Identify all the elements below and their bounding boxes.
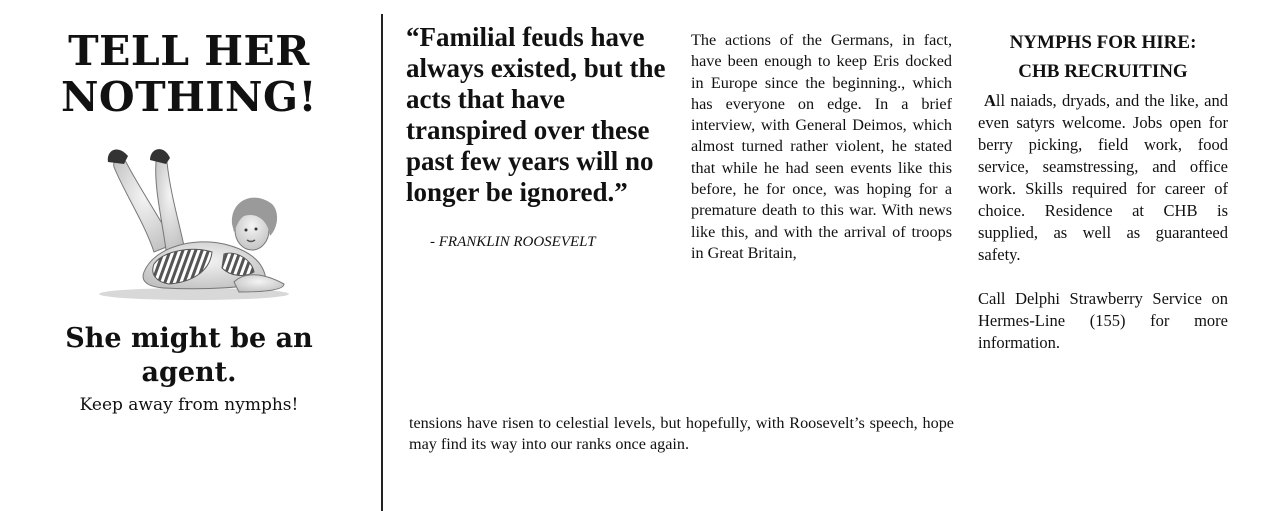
- propaganda-poster: [30, 0, 348, 416]
- ad-contact: Call Delphi Strawberry Service on Hermes-Line (155) for more information.: [978, 289, 1228, 352]
- ad-title: [978, 28, 1228, 86]
- poster-warning-line2: agent.: [141, 357, 237, 388]
- poster-headline-line2: NOTHING!: [60, 73, 318, 121]
- poster-footer: Keep away from nymphs!: [79, 395, 299, 415]
- ad-title-line2: CHB RECRUITING: [1018, 61, 1188, 82]
- pinup-illustration: [84, 132, 294, 302]
- ad-body: [978, 90, 1228, 266]
- quote-text: “Familial feuds have always existed, but the acts that have transpired over these past few years will no longer be ignored.”: [406, 22, 666, 207]
- poster-headline: [30, 28, 348, 120]
- quote-author: - FRANKLIN ROOSEVELT: [430, 234, 596, 250]
- pull-quote: [406, 0, 676, 251]
- ad-title-line1: NYMPHS FOR HIRE:: [1009, 32, 1197, 53]
- ad-body-dropcap: A: [984, 91, 996, 110]
- poster-warning-line1: She might be an: [65, 323, 313, 354]
- column-divider: [381, 14, 383, 511]
- ad-body-text: ll naiads, dryads, and the like, and even satyrs welcome. Jobs open for berry picking, field work, food service, seamstressing, and office work. Skills required for career of choice. Residence at CHB is supplied, as well as guaranteed safety.: [978, 91, 1228, 264]
- recruiting-ad: [978, 0, 1228, 354]
- article-text-bottom: tensions have risen to celestial levels, but hopefully, with Roosevelt’s speech, hope may find its way into our ranks once again.: [409, 414, 954, 454]
- article-text-top: The actions of the Germans, in fact, have been enough to keep Eris docked in Europe since the beginning., which has everyone on edge. In a brief interview, with General Deimos, which almost turned rather violent, he stated that while he had seen events like this before, he for once, was hoping for a premature death to this war. With news like this, and with the arrival of troops in Great Britain,: [691, 31, 952, 262]
- poster-warning: [30, 322, 348, 390]
- poster-headline-line1: TELL HER: [68, 27, 310, 75]
